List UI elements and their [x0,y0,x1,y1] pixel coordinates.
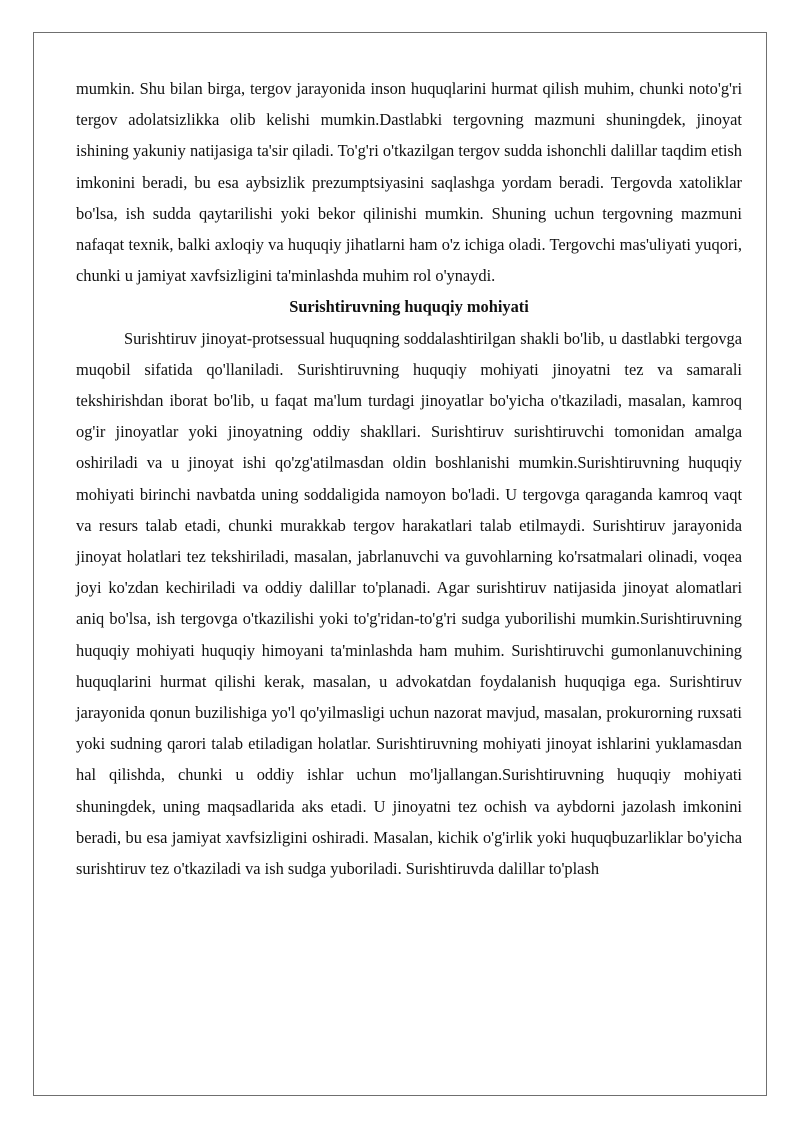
section-paragraph: Surishtiruv jinoyat-protsessual huquqning soddalashtirilgan shakli bo'lib, u dastlabki tergovga muqobil sifatida qo'llaniladi. Surishtiruvning huquqiy mohiyati jinoyatni tez va samarali tekshirishdan iborat bo'lib, u faqat ma'lum turdagi jinoyatlar bo'yicha o'tkaziladi, masalan, kamroq og'ir jinoyatlar yoki jinoyatning oddiy shakllari. Surishtiruv surishtiruvchi tomonidan amalga oshiriladi va u jinoyat ishi qo'zg'atilmasdan oldin boshlanishi mumkin.Surishtiruvning huquqiy mohiyati birinchi navbatda uning soddaligida namoyon bo'ladi. U tergovga qaraganda kamroq vaqt va resurs talab etadi, chunki murakkab tergov harakatlari talab etilmaydi. Surishtiruv jarayonida jinoyat holatlari tez tekshiriladi, masalan, jabrlanuvchi va guvohlarning ko'rsatmalari olinadi, voqea joyi ko'zdan kechiriladi va oddiy dalillar to'planadi. Agar surishtiruv natijasida jinoyat alomatlari aniq bo'lsa, ish tergovga o'tkazilishi yoki to'g'ridan-to'g'ri sudga yuborilishi mumkin.Surishtiruvning huquqiy mohiyati huquqiy himoyani ta'minlashda ham muhim. Surishtiruvchi gumonlanuvchining huquqlarini hurmat qilishi kerak, masalan, u advokatdan foydalanish huquqiga ega. Surishtiruv jarayonida qonun buzilishiga yo'l qo'yilmasligi uchun nazorat mavjud, masalan, prokurorning ruxsati yoki sudning qarori talab etiladigan holatlar. Surishtiruvning mohiyati jinoyat ishlarini yuklamasdan hal qilishda, chunki u oddiy ishlar uchun mo'ljallangan.Surishtiruvning huquqiy mohiyati shuningdek, uning maqsadlarida aks etadi. U jinoyatni tez ochish va aybdorni jazolash imkonini beradi, bu esa jamiyat xavfsizligini oshiradi. Masalan, kichik o'g'irlik yoki huquqbuzarliklar bo'yicha surishtiruv tez o'tkaziladi va ish sudga yuboriladi. Surishtiruvda dalillar to'plash [76,328,742,879]
continued-paragraph: mumkin. Shu bilan birga, tergov jarayonida inson huquqlarini hurmat qilish muhim, chunki noto'g'ri tergov adolatsizlikka olib kelishi mumkin.Dastlabki tergovning mazmuni shuningdek, jinoyat ishining yakuniy natijasiga ta'sir qiladi. To'g'ri o'tkazilgan tergov sudda ishonchli dalillar taqdim etish imkonini beradi, bu esa aybsizlik prezumptsiyasini saqlashga yordam beradi. Tergovda xatoliklar bo'lsa, ish sudda qaytarilishi yoki bekor qilinishi mumkin. Shuning uchun tergovning mazmuni nafaqat texnik, balki axloqiy va huquqiy jihatlarni ham o'z ichiga oladi. Tergovchi mas'uliyati yuqori, chunki u jamiyat xavfsizligini ta'minlashda muhim rol o'ynaydi. [76,79,742,286]
document-body [76,73,742,884]
section-heading: Surishtiruvning huquqiy mohiyati [289,297,529,317]
